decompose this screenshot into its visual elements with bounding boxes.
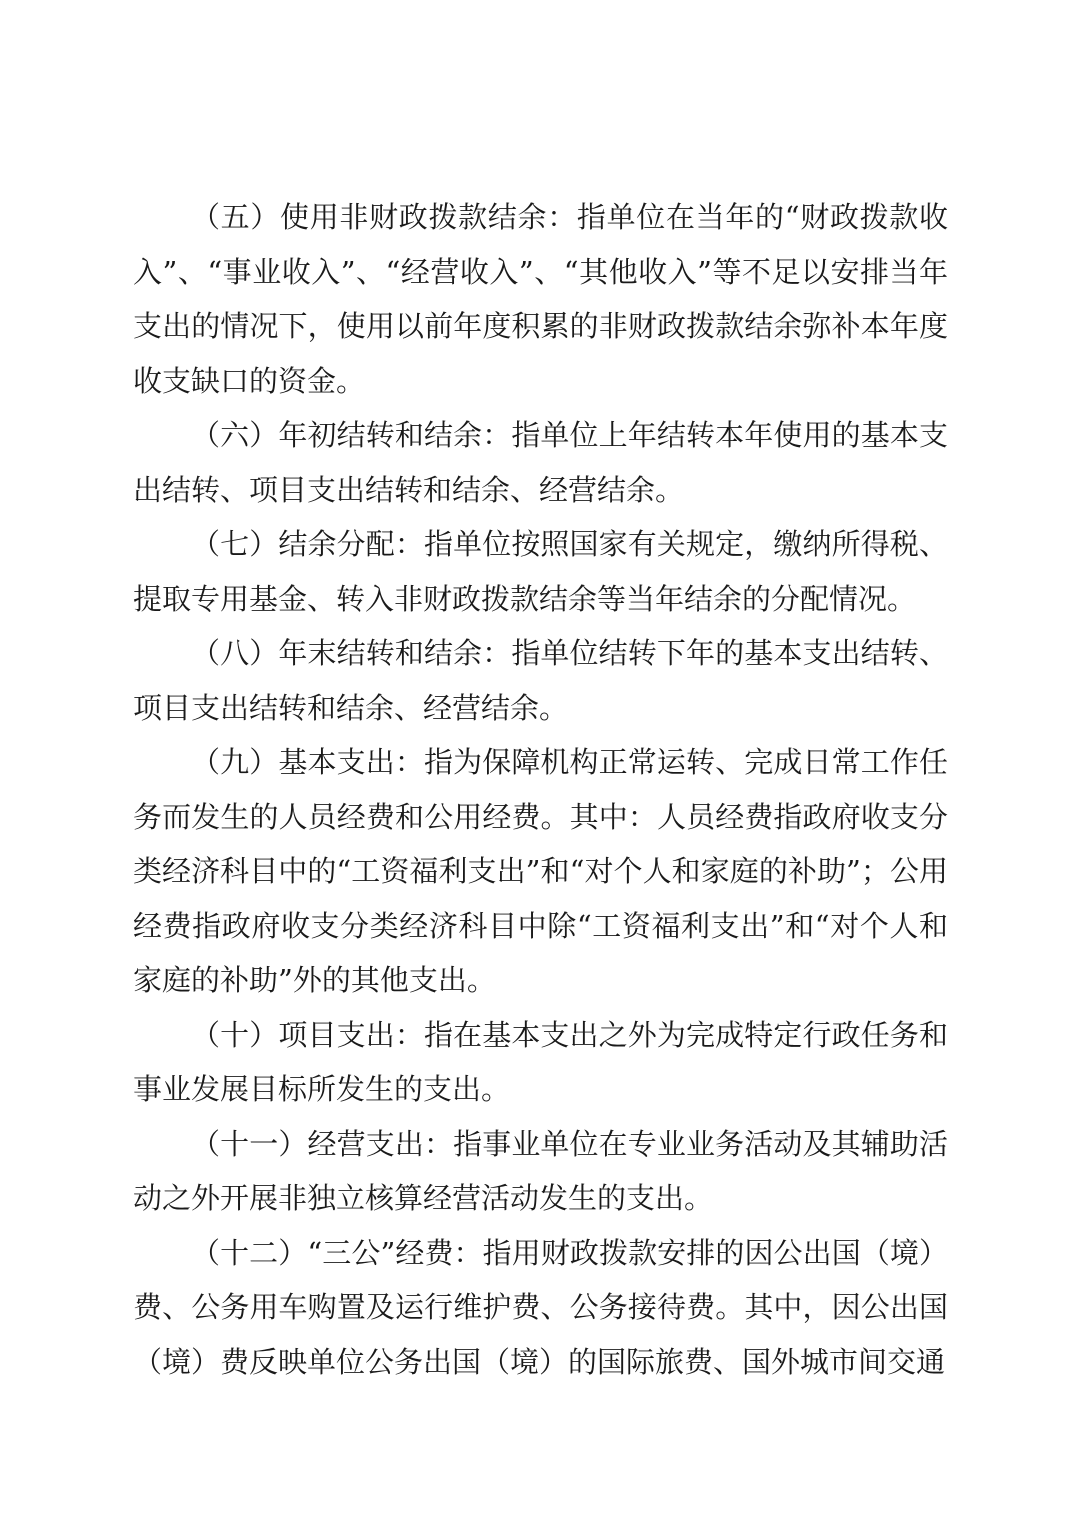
paragraph-item-11: （十一）经营支出：指事业单位在专业业务活动及其辅助活动之外开展非独立核算经营活动发生的支出。: [133, 1126, 948, 1215]
paragraph-item-9: （九）基本支出：指为保障机构正常运转、完成日常工作任务而发生的人员经费和公用经费。其中：人员经费指政府收支分类经济科目中的“工资福利支出”和“对个人和家庭的补助”；公用经费指政府收支分类经济科目中除“工资福利支出”和“对个人和家庭的补助”外的其他支出。: [133, 745, 948, 997]
document-body: [133, 190, 948, 1389]
paragraph-item-6: （六）年初结转和结余：指单位上年结转本年使用的基本支出结转、项目支出结转和结余、经营结余。: [133, 418, 948, 507]
paragraph-item-8: （八）年末结转和结余：指单位结转下年的基本支出结转、项目支出结转和结余、经营结余。: [133, 636, 948, 725]
paragraph-item-10: （十）项目支出：指在基本支出之外为完成特定行政任务和事业发展目标所发生的支出。: [133, 1017, 948, 1106]
paragraph-item-5: （五）使用非财政拨款结余：指单位在当年的“财政拨款收入”、“事业收入”、“经营收入”、“其他收入”等不足以安排当年支出的情况下，使用以前年度积累的非财政拨款结余弥补本年度收支缺口的资金。: [133, 200, 948, 398]
paragraph-item-12: （十二）“三公”经费：指用财政拨款安排的因公出国（境）费、公务用车购置及运行维护费、公务接待费。其中，因公出国（境）费反映单位公务出国（境）的国际旅费、国外城市间交通: [133, 1235, 948, 1379]
paragraph-item-7: （七）结余分配：指单位按照国家有关规定，缴纳所得税、提取专用基金、转入非财政拨款结余等当年结余的分配情况。: [133, 527, 948, 616]
